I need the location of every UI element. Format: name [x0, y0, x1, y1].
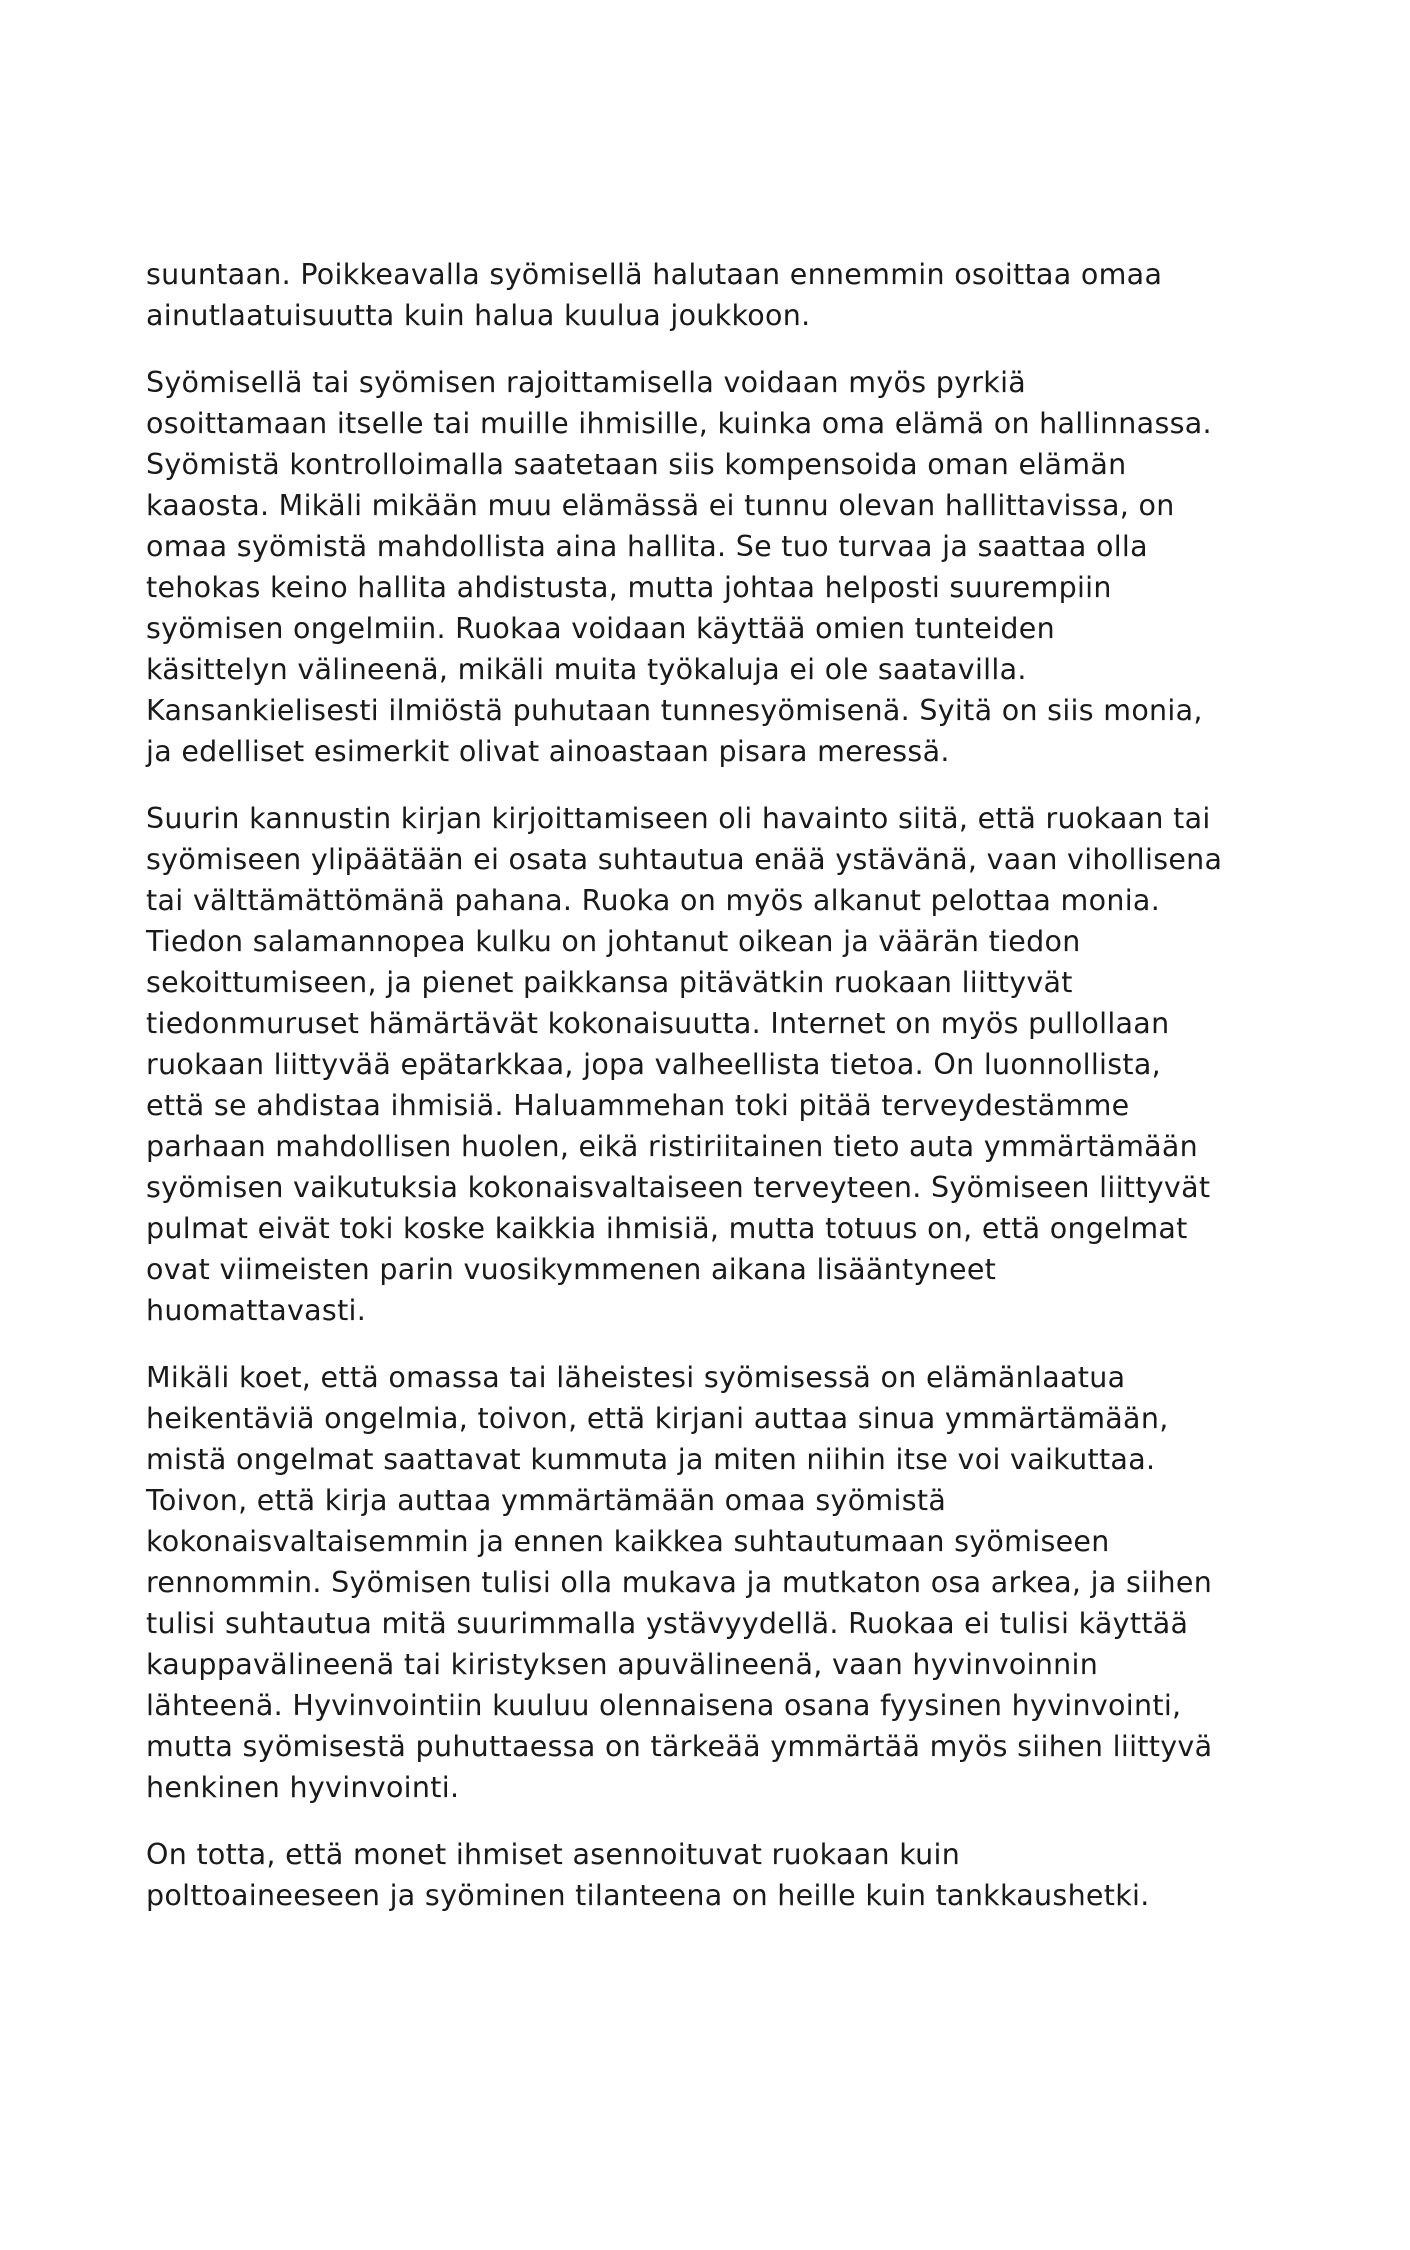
text-line: ruokaan liittyvää epätarkkaa, jopa valheellista tietoa. On luonnollista,: [146, 1048, 1162, 1081]
text-line: ovat viimeisten parin vuosikymmenen aikana lisääntyneet: [146, 1253, 997, 1286]
text-line: Toivon, että kirja auttaa ymmärtämään omaa syömistä: [146, 1484, 947, 1517]
text-line: lähteenä. Hyvinvointiin kuuluu olennaisena osana fyysinen hyvinvointi,: [146, 1689, 1182, 1722]
paragraph-4: [146, 1357, 1226, 1808]
text-line: että se ahdistaa ihmisiä. Haluammehan toki pitää terveydestämme: [146, 1089, 1130, 1122]
document-page: [146, 254, 1226, 1942]
text-line: Kansankielisesti ilmiöstä puhutaan tunnesyömisenä. Syitä on siis monia,: [146, 694, 1203, 727]
paragraph-3: [146, 798, 1226, 1331]
text-line: syömisen vaikutuksia kokonaisvaltaiseen terveyteen. Syömiseen liittyvät: [146, 1171, 1211, 1204]
paragraph-1: [146, 254, 1226, 336]
text-line: tehokas keino hallita ahdistusta, mutta johtaa helposti suurempiin: [146, 571, 1112, 604]
text-line: syömisen ongelmiin. Ruokaa voidaan käyttää omien tunteiden: [146, 612, 1055, 645]
text-line: Mikäli koet, että omassa tai läheistesi syömisessä on elämänlaatua: [146, 1361, 1126, 1394]
text-line: kaaosta. Mikäli mikään muu elämässä ei tunnu olevan hallittavissa, on: [146, 489, 1175, 522]
paragraph-5: [146, 1834, 1226, 1916]
paragraph-2: [146, 362, 1226, 772]
text-line: ja edelliset esimerkit olivat ainoastaan pisara meressä.: [146, 735, 950, 768]
text-line: kokonaisvaltaisemmin ja ennen kaikkea suhtautumaan syömiseen: [146, 1525, 1110, 1558]
text-line: ainutlaatuisuutta kuin halua kuulua joukkoon.: [146, 299, 811, 332]
text-line: Suurin kannustin kirjan kirjoittamiseen oli havainto siitä, että ruokaan tai: [146, 802, 1211, 835]
text-line: Syömistä kontrolloimalla saatetaan siis kompensoida oman elämän: [146, 448, 1127, 481]
text-line: omaa syömistä mahdollista aina hallita. Se tuo turvaa ja saattaa olla: [146, 530, 1148, 563]
text-line: pulmat eivät toki koske kaikkia ihmisiä, mutta totuus on, että ongelmat: [146, 1212, 1188, 1245]
text-line: käsittelyn välineenä, mikäli muita työkaluja ei ole saatavilla.: [146, 653, 1027, 686]
text-line: tulisi suhtautua mitä suurimmalla ystävyydellä. Ruokaa ei tulisi käyttää: [146, 1607, 1189, 1640]
text-line: suuntaan. Poikkeavalla syömisellä halutaan ennemmin osoittaa omaa: [146, 258, 1163, 291]
text-line: mutta syömisestä puhuttaessa on tärkeää ymmärtää myös siihen liittyvä: [146, 1730, 1213, 1763]
text-line: Tiedon salamannopea kulku on johtanut oikean ja väärän tiedon: [146, 925, 1081, 958]
text-line: syömiseen ylipäätään ei osata suhtautua enää ystävänä, vaan vihollisena: [146, 843, 1223, 876]
text-line: mistä ongelmat saattavat kummuta ja miten niihin itse voi vaikuttaa.: [146, 1443, 1156, 1476]
text-line: On totta, että monet ihmiset asennoituvat ruokaan kuin: [146, 1838, 961, 1871]
text-line: parhaan mahdollisen huolen, eikä ristiriitainen tieto auta ymmärtämään: [146, 1130, 1199, 1163]
text-line: sekoittumiseen, ja pienet paikkansa pitävätkin ruokaan liittyvät: [146, 966, 1073, 999]
text-line: heikentäviä ongelmia, toivon, että kirjani auttaa sinua ymmärtämään,: [146, 1402, 1169, 1435]
text-line: henkinen hyvinvointi.: [146, 1771, 460, 1804]
text-line: rennommin. Syömisen tulisi olla mukava ja mutkaton osa arkea, ja siihen: [146, 1566, 1213, 1599]
text-line: huomattavasti.: [146, 1294, 367, 1327]
text-line: kauppavälineenä tai kiristyksen apuvälineenä, vaan hyvinvoinnin: [146, 1648, 1099, 1681]
text-line: polttoaineeseen ja syöminen tilanteena on heille kuin tankkaushetki.: [146, 1879, 1150, 1912]
text-line: tai välttämättömänä pahana. Ruoka on myös alkanut pelottaa monia.: [146, 884, 1161, 917]
text-line: tiedonmuruset hämärtävät kokonaisuutta. Internet on myös pullollaan: [146, 1007, 1170, 1040]
text-line: Syömisellä tai syömisen rajoittamisella voidaan myös pyrkiä: [146, 366, 1027, 399]
text-line: osoittamaan itselle tai muille ihmisille, kuinka oma elämä on hallinnassa.: [146, 407, 1212, 440]
